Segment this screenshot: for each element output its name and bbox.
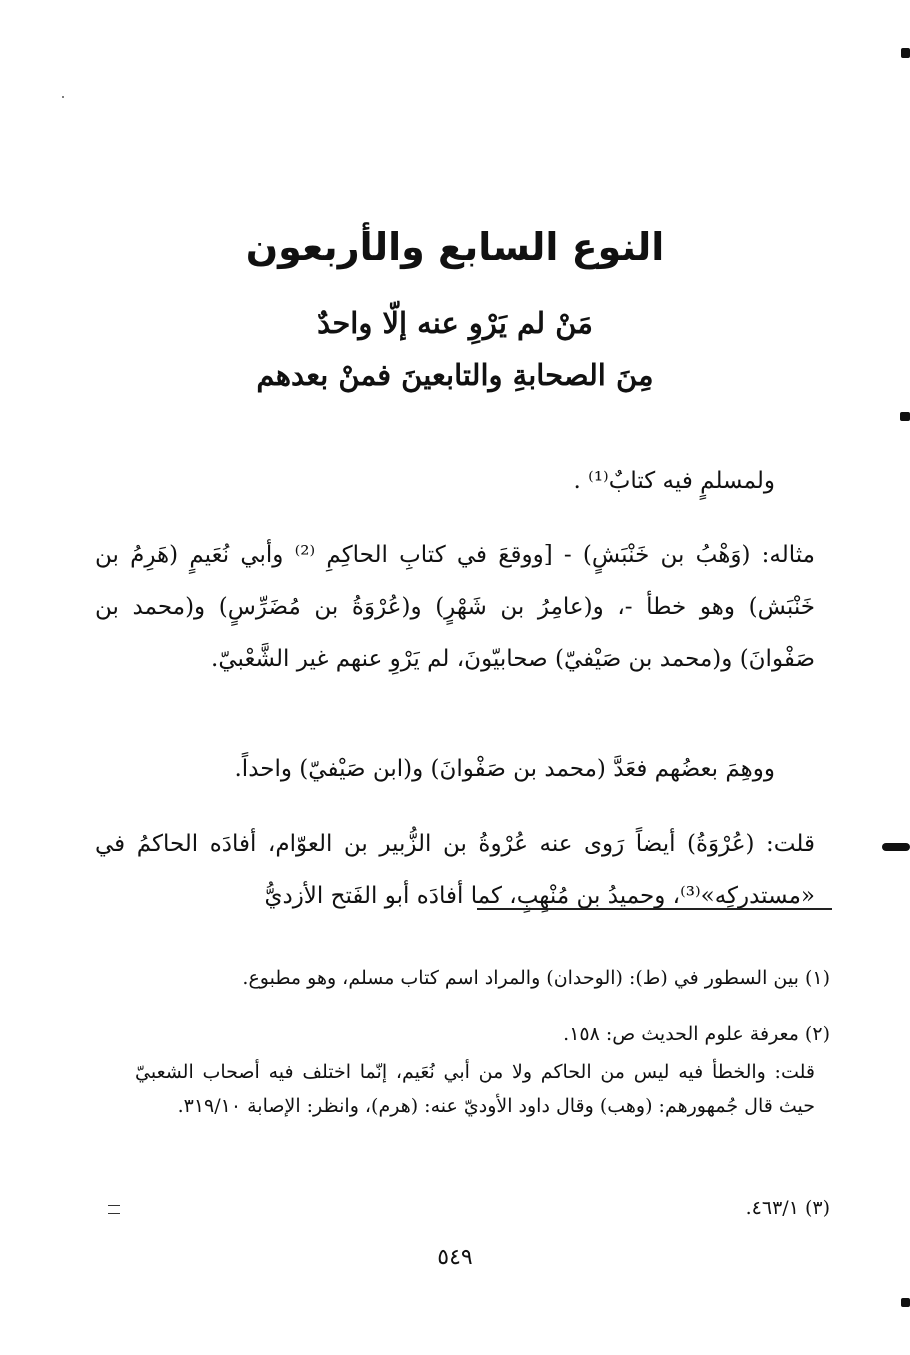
scan-tick-mark [108,1205,120,1214]
margin-mark [901,1298,910,1307]
chapter-subtitle-line-2: مِنَ الصحابةِ والتابعينَ فمنْ بعدهم [256,358,654,392]
body-paragraph-muslim-book: ولمسلمٍ فيه كتابٌ⁽¹⁾ . [573,468,775,494]
margin-arrow-mark [882,843,910,851]
margin-mark [901,48,910,58]
body-paragraph-error-note: ووهِمَ بعضُهم فعَدَّ (محمد بن صَفْوانَ) و(ابن صَيْفيّ) واحداً. [234,756,775,782]
footnote-3: (٣) ٤٦٣/١. [745,1197,830,1219]
page-number: ٥٤٩ [437,1245,473,1270]
body-paragraph-urwa-note: قلت: (عُرْوَةُ) أيضاً رَوى عنه عُرْوةُ بن الزُّبير بن العوّام، أفادَه الحاكمُ في «مستدركِه»⁽³⁾، وحميدُ بن مُنْهِبٍ، كما أفادَه أبو الفَتح الأزديُّ [95,831,815,909]
scan-speck [62,96,64,98]
footnote-2-comment: قلت: والخطأ فيه ليس من الحاكم ولا من أبي نُعَيم، إنّما اختلف فيه أصحاب الشعبيّ حيث قال جُمهورهم: (وهب) وقال داود الأوديّ عنه: (هرم)، وانظر: الإصابة ٣١٩/١٠. [135,1061,815,1117]
footnote-separator [477,908,832,910]
chapter-subtitle-line-1: مَنْ لم يَرْوِ عنه إلّا واحدٌ [317,306,593,340]
margin-mark [900,412,910,421]
footnote-2: (٢) معرفة علوم الحديث ص: ١٥٨. [563,1023,830,1045]
footnote-1: (١) بين السطور في (ط): (الوحدان) والمراد اسم كتاب مسلم، وهو مطبوع. [242,967,830,989]
body-paragraph-example: مثاله: (وَهْبُ بن خَنْبَشٍ) - [ووقعَ في كتابِ الحاكِمِ ⁽²⁾ وأبي نُعَيمٍ (هَرِمُ بن خَنْبَش) وهو خطأ -، و(عامِرُ بن شَهْرٍ) و(عُرْوَةُ بن مُضَرِّسٍ) و(محمد بن صَفْوانَ) و(محمد بن صَيْفيّ) صحابيّونَ، لم يَرْوِ عنهم غير الشَّعْبيّ. [95,542,815,672]
chapter-title: النوع السابع والأربعون [245,225,665,269]
